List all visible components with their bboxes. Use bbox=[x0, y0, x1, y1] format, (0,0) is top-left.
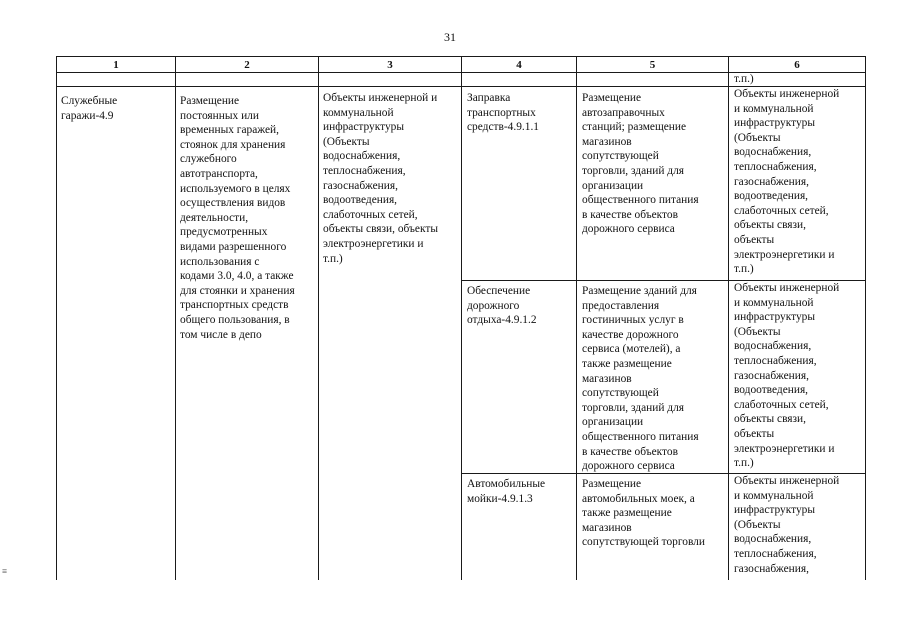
subrow3-col6: Объекты инженерной и коммунальной инфраструктуры (Объекты водоснабжения, теплоснабжения, газоснабжения, bbox=[734, 475, 840, 575]
subrow2-col5: Размещение зданий для предоставления гостиничных услуг в качестве дорожного сервиса (мотелей), а также размещение магазинов сопутствующей торговли, зданий для организации общественного питания в качестве объектов дорожного сервиса bbox=[582, 285, 699, 473]
col-border-2 bbox=[318, 56, 319, 580]
col-border-6 bbox=[865, 56, 866, 580]
header-col-2: 2 bbox=[244, 59, 250, 71]
col-border-3 bbox=[461, 56, 462, 580]
col6-continuation: т.п.) bbox=[734, 73, 754, 85]
col-border-4 bbox=[576, 56, 577, 580]
col-border-1 bbox=[175, 56, 176, 580]
col-border-0 bbox=[56, 56, 57, 580]
subrow2-col6: Объекты инженерной и коммунальной инфраструктуры (Объекты водоснабжения, теплоснабжения, газоснабжения, водоотведения, слаботочных сетей, объекты связи, объекты электроэнергетики и т.п.) bbox=[734, 282, 840, 470]
cell-col1: Служебные гаражи-4.9 bbox=[61, 95, 118, 122]
cell-col2: Размещение постоянных или временных гаражей, стоянок для хранения служебного автотранспорта, используемого в целях осуществления видов деятельности, предусмотренных видами разрешенного использования с кодами 3.0, 4.0, а также для стоянки и хранения транспортных средств общего пользования, в том числе в депо bbox=[180, 95, 295, 341]
margin-mark: ≡ bbox=[2, 566, 8, 576]
header-col-1: 1 bbox=[113, 59, 119, 71]
page-number: 31 bbox=[444, 30, 456, 44]
subrow3-col5: Размещение автомобильных моек, а также размещение магазинов сопутствующей торговли bbox=[582, 478, 705, 549]
subrow3-col4: Автомобильные мойки-4.9.1.3 bbox=[467, 478, 546, 505]
header-col-3: 3 bbox=[387, 59, 393, 71]
col-border-5 bbox=[728, 56, 729, 580]
subrow2-col4: Обеспечение дорожного отдыха-4.9.1.2 bbox=[467, 285, 537, 327]
cell-col3: Объекты инженерной и коммунальной инфраструктуры (Объекты водоснабжения, теплоснабжения, газоснабжения, водоотведения, слаботочных сетей, объекты связи, объекты электроэнергетики и т.п.) bbox=[323, 92, 438, 265]
header-col-5: 5 bbox=[649, 59, 656, 71]
subrow1-col5: Размещение автозаправочных станций; размещение магазинов сопутствующей торговли, зданий для организации общественного питания в качестве объектов дорожного сервиса bbox=[582, 92, 699, 236]
subrow1-col4: Заправка транспортных средств-4.9.1.1 bbox=[467, 92, 539, 134]
header-col-4: 4 bbox=[516, 59, 522, 71]
header-col-6: 6 bbox=[794, 59, 800, 71]
subrow1-col6: Объекты инженерной и коммунальной инфраструктуры (Объекты водоснабжения, теплоснабжения, газоснабжения, водоотведения, слаботочных сетей, объекты связи, объекты электроэнергетики и т.п.) bbox=[734, 88, 840, 276]
